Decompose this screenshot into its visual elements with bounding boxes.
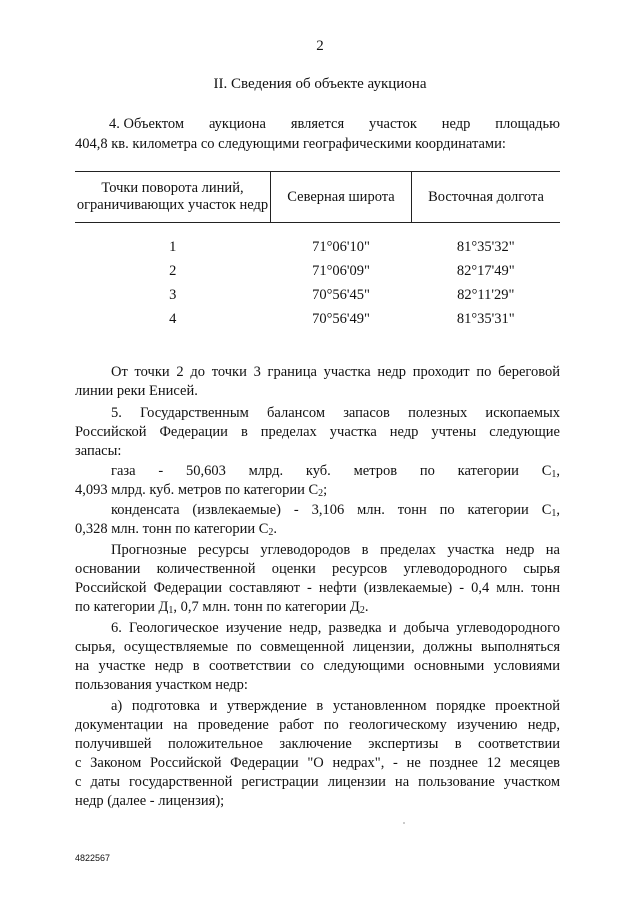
border-note-line2: линии реки Енисей.	[75, 383, 198, 399]
latitude-cell: 70°56'49"	[312, 310, 370, 327]
category-subscript: 1	[551, 508, 557, 519]
punct: ,	[556, 502, 560, 518]
condensate-text: конденсата (извлекаемые) - 3,106 млн. тонн по категории C	[111, 502, 552, 518]
p4-word: является	[290, 116, 345, 132]
p6-line3: на участке недр в соответствии со следующими основными условиями	[75, 658, 560, 674]
table-row	[75, 307, 560, 331]
point-number: 4	[169, 310, 177, 327]
item-a-line3: получившей положительное заключение экспертизы в соответствии	[75, 736, 560, 752]
forecast-text: , 0,7 млн. тонн по категории Д	[173, 599, 360, 615]
category-subscript: 2	[268, 527, 274, 538]
p5-line1: 5. Государственным балансом запасов полезных ископаемых	[111, 405, 560, 421]
gas-line2	[75, 481, 560, 500]
header-east-longitude: Восточная долгота	[412, 172, 561, 223]
point-number: 2	[169, 262, 177, 279]
header-north-latitude: Северная широта	[271, 172, 412, 223]
condensate-line2	[75, 520, 560, 539]
latitude-cell: 71°06'10"	[312, 238, 370, 255]
table-row	[75, 259, 560, 283]
p5-line2: Российской Федерации в пределах участка недр учтены следующие	[75, 424, 560, 440]
latitude-cell: 70°56'45"	[312, 286, 370, 303]
p5-line3: запасы:	[75, 443, 122, 459]
p4-line1	[75, 115, 560, 134]
forecast-line2: основании количественной оценки ресурсов углеводородного сырья	[75, 561, 560, 577]
item-a-line6: недр (далее - лицензия);	[75, 793, 225, 809]
table-header-row	[75, 172, 560, 223]
category-subscript: 1	[168, 605, 174, 616]
punct: .	[273, 521, 278, 537]
point-number: 1	[169, 238, 177, 255]
forecast-text: по категории Д	[75, 599, 169, 615]
forecast-line4	[75, 598, 560, 617]
item-a-line5: с даты государственной регистрации лицензии на пользование участком	[75, 774, 560, 790]
table-row	[75, 283, 560, 307]
longitude-cell: 81°35'32"	[456, 238, 515, 255]
p4-line2: 404,8 кв. километра со следующими географическими координатами:	[75, 136, 506, 152]
table-row	[75, 223, 560, 260]
category-subscript: 2	[359, 605, 365, 616]
p4-word: 4. Объектом	[109, 116, 185, 132]
condensate-text: 0,328 млн. тонн по категории C	[75, 521, 269, 537]
category-subscript: 1	[551, 469, 557, 480]
forecast-line3: Российской Федерации составляют - нефти (извлекаемые) - 0,4 млн. тонн	[75, 580, 560, 596]
forecast-line1: Прогнозные ресурсы углеводородов в пределах участка недр на	[111, 542, 560, 558]
item-a-line2: документации на проведение работ по геологическому изучению недр,	[75, 717, 560, 733]
longitude-cell: 81°35'31"	[456, 310, 515, 327]
category-subscript: 2	[318, 488, 324, 499]
punct: .	[364, 599, 369, 615]
latitude-cell: 71°06'09"	[312, 262, 370, 279]
coordinates-table	[75, 171, 560, 331]
p6-line2: сырья, осуществляемые по совмещенной лицензии, должны выполняться	[75, 639, 560, 655]
condensate-line1	[75, 501, 560, 520]
document-id: 4822567	[75, 853, 111, 863]
page-number: 2	[316, 38, 324, 54]
item-a-line1: а) подготовка и утверждение в установленном порядке проектной	[111, 698, 560, 714]
gas-text: 4,093 млрд. куб. метров по категории C	[75, 482, 319, 498]
longitude-cell: 82°17'49"	[456, 262, 515, 279]
p6-line4: пользования участком недр:	[75, 677, 248, 693]
border-note-line1: От точки 2 до точки 3 граница участка недр проходит по береговой	[111, 364, 560, 380]
point-number: 3	[169, 286, 177, 303]
punct: ;	[323, 482, 328, 498]
p6-line1: 6. Геологическое изучение недр, разведка и добыча углеводородного	[111, 620, 560, 636]
section-title: II. Сведения об объекте аукциона	[213, 76, 427, 92]
gas-text: газа - 50,603 млрд. куб. метров по категории C	[111, 463, 552, 479]
p4-word: аукциона	[208, 116, 266, 132]
p4-word: участок	[369, 116, 417, 132]
p4-word: недр	[441, 116, 471, 132]
header-points: Точки поворота линий, ограничивающих участок недр	[75, 172, 271, 223]
p4-word: площадью	[495, 116, 560, 132]
punct: ,	[556, 463, 560, 479]
gas-line1	[75, 462, 560, 481]
scan-speck	[403, 822, 405, 824]
longitude-cell: 82°11'29"	[457, 286, 515, 303]
item-a-line4: с Законом Российской Федерации "О недрах", - не позднее 12 месяцев	[75, 755, 560, 771]
